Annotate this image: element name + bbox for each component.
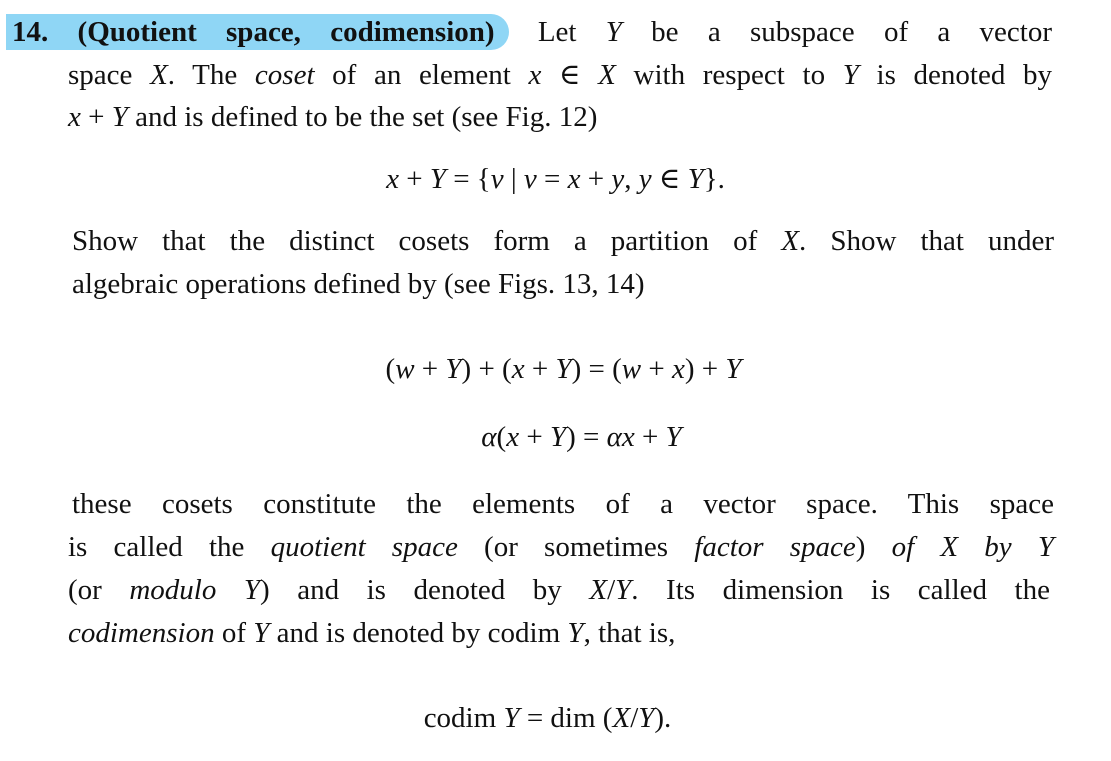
text-line-codimension: codimension of Y and is denoted by codim Y, that is, (68, 617, 676, 649)
text-line-quotient-space: is called the quotient space (or sometimes factor space) of X by Y (68, 531, 1054, 563)
highlighted-heading (6, 14, 509, 50)
line1-text: Let Y be a subspace of a vector (537, 16, 1052, 48)
text-line-2: space X. The coset of an element x ∈ X with respect to Y is denoted by (68, 59, 1052, 91)
text-line-3: x + Y and is defined to be the set (see Fig. 12) (68, 101, 598, 133)
text-line-modulo: (or modulo Y) and is denoted by X/Y. Its dimension is called the (68, 574, 1050, 606)
equation-codimension: codim Y = dim (X/Y). (423, 702, 672, 734)
equation-coset-definition: x + Y = {v | v = x + y, y ∈ Y}. (386, 163, 725, 195)
equation-scalar-multiplication: α(x + Y) = αx + Y (481, 421, 682, 453)
text-line-vector-space: these cosets constitute the elements of a vector space. This space (72, 488, 1054, 520)
problem-heading-line (12, 14, 1052, 52)
equation-coset-addition: (w + Y) + (x + Y) = (w + x) + Y (385, 353, 742, 385)
text-line-operations: algebraic operations defined by (see Figs. 13, 14) (72, 268, 645, 300)
text-line-partition: Show that the distinct cosets form a partition of X. Show that under (72, 225, 1055, 257)
problem-title: (Quotient space, codimension) (77, 16, 495, 48)
problem-number: 14. (12, 16, 49, 48)
